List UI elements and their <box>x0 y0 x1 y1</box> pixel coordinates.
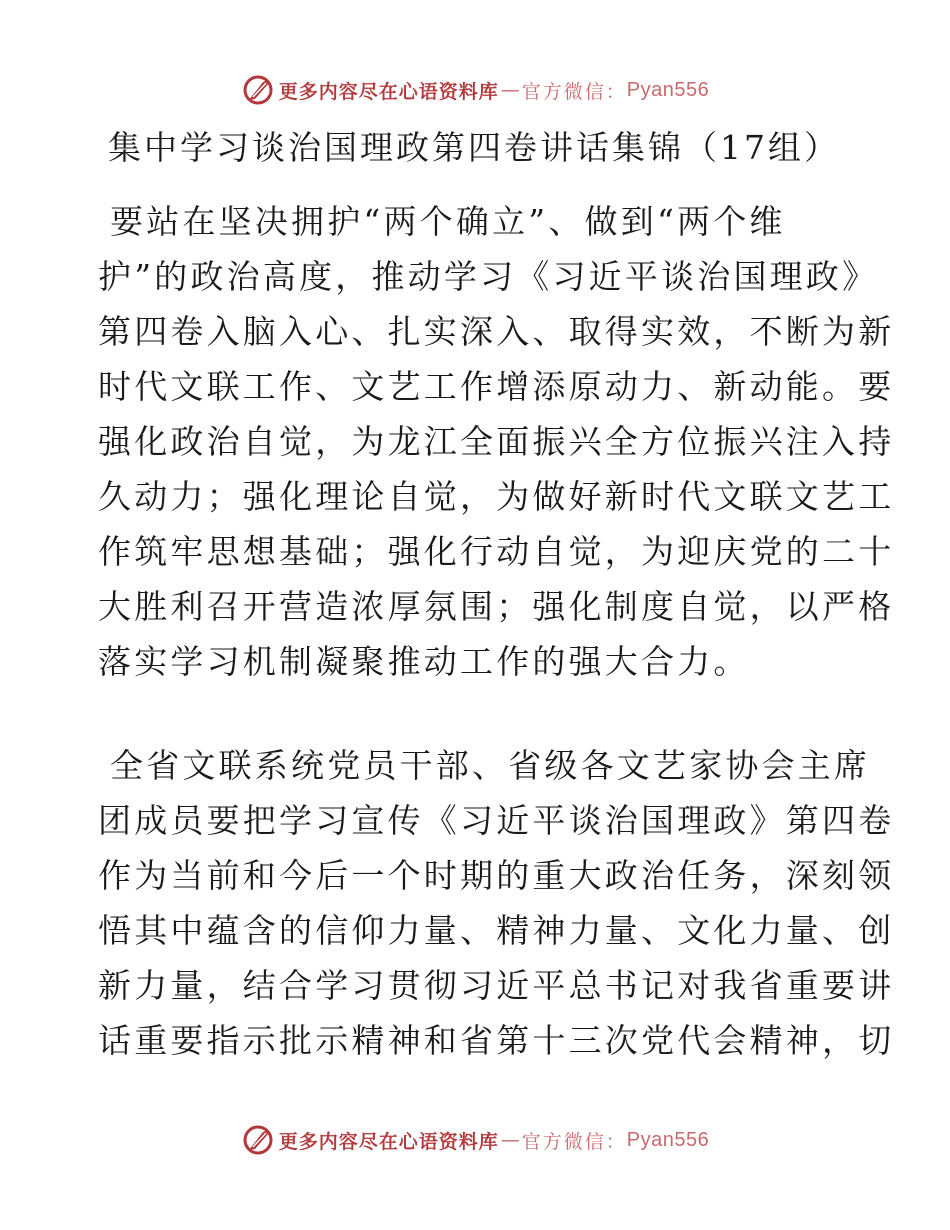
paragraph-line: 悟其中蕴含的信仰力量、精神力量、文化力量、创 <box>98 911 895 950</box>
paragraph-line: 团成员要把学习宣传《习近平谈治国理政》第四卷 <box>98 801 895 840</box>
document-title: 集中学习谈治国理政第四卷讲话集锦（17组） <box>108 128 840 167</box>
watermark-dash: — <box>500 1129 520 1151</box>
header-watermark <box>0 70 950 110</box>
paragraph-line: 护”的政治高度，推动学习《习近平谈治国理政》 <box>98 257 879 296</box>
paragraph-line: 作筑牢思想基础；强化行动自觉，为迎庆党的二十 <box>98 532 895 571</box>
watermark-dash: — <box>500 79 520 101</box>
paragraph-line: 久动力；强化理论自觉，为做好新时代文联文艺工 <box>98 477 895 516</box>
footer-watermark <box>0 1120 950 1160</box>
paragraph-line: 落实学习机制凝聚推动工作的强大合力。 <box>98 642 750 681</box>
watermark-official: 官方微信： <box>521 80 627 103</box>
paragraph-line: 大胜利召开营造浓厚氛围；强化制度自觉，以严格 <box>98 587 895 626</box>
watermark-brand: 更多内容尽在心语资料库 <box>278 1130 499 1153</box>
watermark-wechat-id: Pyan556 <box>626 1128 710 1151</box>
quill-logo-icon <box>241 1123 275 1157</box>
paragraph-line: 第四卷入脑入心、扎实深入、取得实效，不断为新 <box>98 312 895 351</box>
paragraph-line: 要站在坚决拥护“两个确立”、做到“两个维 <box>110 202 786 241</box>
paragraph-line: 新力量，结合学习贯彻习近平总书记对我省重要讲 <box>98 966 895 1005</box>
paragraph-2 <box>98 738 895 1068</box>
paragraph-line: 全省文联系统党员干部、省级各文艺家协会主席 <box>110 746 871 785</box>
quill-logo-icon <box>241 73 275 107</box>
paragraph-line: 强化政治自觉，为龙江全面振兴全方位振兴注入持 <box>98 422 895 461</box>
watermark-official: 官方微信： <box>521 1130 627 1153</box>
watermark-wechat-id: Pyan556 <box>626 78 710 101</box>
paragraph-line: 时代文联工作、文艺工作增添原动力、新动能。要 <box>98 367 895 406</box>
paragraph-1 <box>98 194 895 689</box>
paragraph-line: 话重要指示批示精神和省第十三次党代会精神，切 <box>98 1021 895 1060</box>
paragraph-line: 作为当前和今后一个时期的重大政治任务，深刻领 <box>98 856 895 895</box>
watermark-brand: 更多内容尽在心语资料库 <box>278 80 499 103</box>
